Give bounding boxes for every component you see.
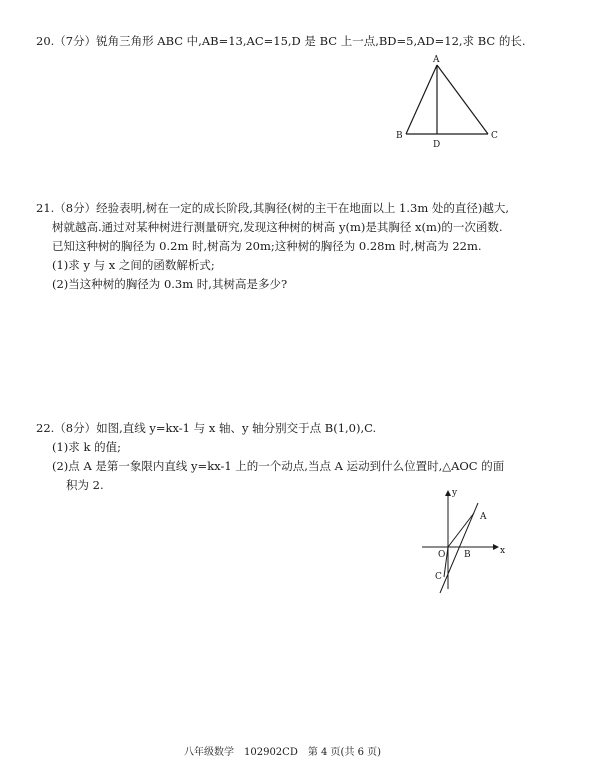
q22-label-c: C [435,572,442,582]
q21-line-2: 树就越高.通过对某种树进行测量研究,发现这种树的树高 y(m)是其胸径 x(m)的一次函数. [52,220,503,234]
q21-sub-2: (2)当这种树的胸径为 0.3m 时,其树高是多少? [52,277,288,291]
q20-label-d: D [433,140,441,150]
q22-sub-2-line-1: (2)点 A 是第一象限内直线 y=kx-1 上的一个动点,当点 A 运动到什么位置时,△AOC 的面 [52,459,505,473]
q21-line-3: 已知这种树的胸径为 0.2m 时,树高为 20m;这种树的胸径为 0.28m 时,树高为 22m. [52,239,482,253]
q22-label-x: x [500,546,506,556]
q21-line-1: 21.（8分）经验表明,树在一定的成长阶段,其胸径(树的主干在地面以上 1.3m 处的直径)越大, [36,201,510,215]
q20-label-c: C [491,131,498,141]
q20-triangle-figure [390,55,510,155]
page-footer: 八年级数学 102902CD 第 4 页(共 6 页) [184,747,382,758]
q21-sub-1: (1)求 y 与 x 之间的函数解析式; [52,258,215,272]
q22-label-o: O [438,550,446,560]
q22-label-a: A [480,512,487,522]
q22-label-y: y [452,488,458,498]
q22-segment-oa [448,513,474,547]
q20-text: 20.（7分）锐角三角形 ABC 中,AB=13,AC=15,D 是 BC 上一点,BD=5,AD=12,求 BC 的长. [36,34,526,48]
q22-line-kx-minus-1 [440,503,478,593]
q20-side-ac [437,65,488,134]
q20-label-b: B [396,131,403,141]
q22-label-b: B [464,550,471,560]
q22-line-1: 22.（8分）如图,直线 y=kx-1 与 x 轴、y 轴分别交于点 B(1,0),C. [36,421,377,435]
q22-sub-2-line-2: 积为 2. [66,478,104,492]
q20-side-ab [406,65,437,134]
q22-coordinate-figure [418,485,508,595]
q22-sub-1: (1)求 k 的值; [52,440,121,454]
q20-label-a: A [433,55,440,65]
